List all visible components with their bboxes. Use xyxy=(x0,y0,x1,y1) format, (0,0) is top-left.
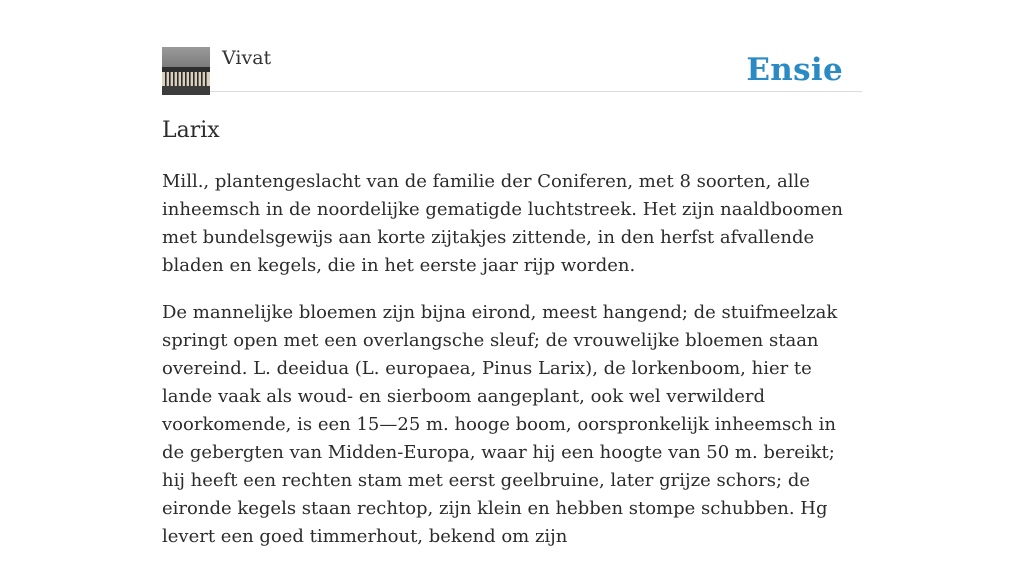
author-name[interactable]: Vivat xyxy=(222,47,272,69)
article-title: Larix xyxy=(162,118,220,143)
article-paragraph: De mannelijke bloemen zijn bijna eirond, meest hangend; de stuifmeelzak springt open met een overlangsche sleuf; de vrouwelijke bloemen staan overeind. L. deeidua (L. europaea, Pinus Larix), de lorkenboom, hier te lande vaak als woud- en sierboom aangeplant, ook wel verwilderd voorkomende, is een 15—25 m. hooge boom, oorspronkelijk inheemsch in de gebergten van Midden-Europa, waar hij een hoogte van 50 m. bereikt; hij heeft een rechten stam met eerst geelbruine, later grijze schors; de eironde kegels staan rechtop, zijn klein en hebben stompe schubben. Hg levert een goed timmerhout, bekend om zijn xyxy=(162,302,838,547)
brand-logo-link[interactable]: Ensie xyxy=(746,52,843,88)
avatar-image xyxy=(162,47,210,95)
author-avatar[interactable] xyxy=(162,47,210,95)
article-paragraph: Mill., plantengeslacht van de familie der Coniferen, met 8 soorten, alle inheemsch in de noordelijke gematigde luchtstreek. Het zijn naaldboomen met bundelsgewijs aan korte zijtakjes zittende, in den herfst afvallende bladen en kegels, die in het eerste jaar rijp worden. xyxy=(162,171,843,276)
article-body xyxy=(162,168,862,570)
page-container xyxy=(162,0,862,547)
header xyxy=(162,0,862,92)
